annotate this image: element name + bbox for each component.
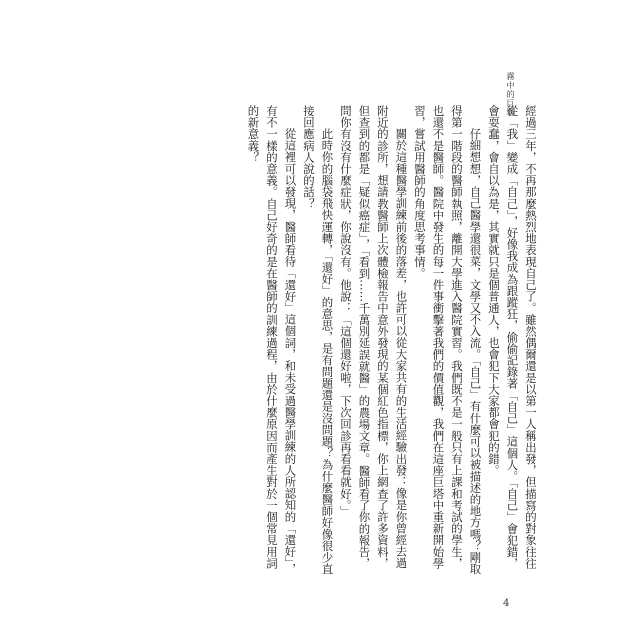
paragraph: 從這裡可以發現，醫師看待「還好」這個詞，和未受過醫學訓練的人所認知的「還好」，有不一樣的意義。自己好奇的是在醫師的訓練過程，由於什麼原因而產生對於一個常見用詞的新意義？ xyxy=(246,105,298,575)
paragraph: 關於這種醫學訓練前後的落差，也許可以從大家共有的生活經驗出發：像是你曾經去過附近的診所，想請教醫師上次體檢報告中意外發現的某個紅色指標，你上網查了許多資料，但查到的都是「疑似癌症」，「看到……千萬別延誤就醫」的農場文章。醫師看了你的報告，問你有沒有什麼症狀，你說沒有。他說：「這個還好啦，下次回診再看看就好。」 xyxy=(339,105,409,570)
running-head: 霧中的巨塔 xyxy=(506,72,515,117)
paragraph: 仔細想想，自己醫學還很菜，文學又不入流。「自己」有什麼可以被描述的地方嗎？剛取得第一階段的醫師執照，離開大學進入醫院實習。我們既不是一般只有上課和考試的學生，也還不是醫師。醫院中發生的每一件事衝擊著我們的價值觀，我們在這座巨塔中重新開始學習，嘗試用醫師的角度思考事情。 xyxy=(413,105,483,575)
paragraph: 經過三年，不再那麼熱烈地表現自己了。雖然偶爾還是以第一人稱出發，但描寫的對象往往從「我」變成「自己」，好像我成為跟蹤狂，偷偷記錄著「自己」這個人。「自己」會犯錯，會耍蠢，會自以為是，其實就只是個普通人，也會犯下大家都會犯的錯。 xyxy=(487,105,538,570)
paragraph: 此時你的腦袋飛快運轉，「還好」的意思，是有問題還是沒問題？為什麼醫師好像很少直接回應病人說的話？ xyxy=(302,105,335,575)
page-number: 4 xyxy=(503,598,510,609)
body-text xyxy=(140,105,540,575)
